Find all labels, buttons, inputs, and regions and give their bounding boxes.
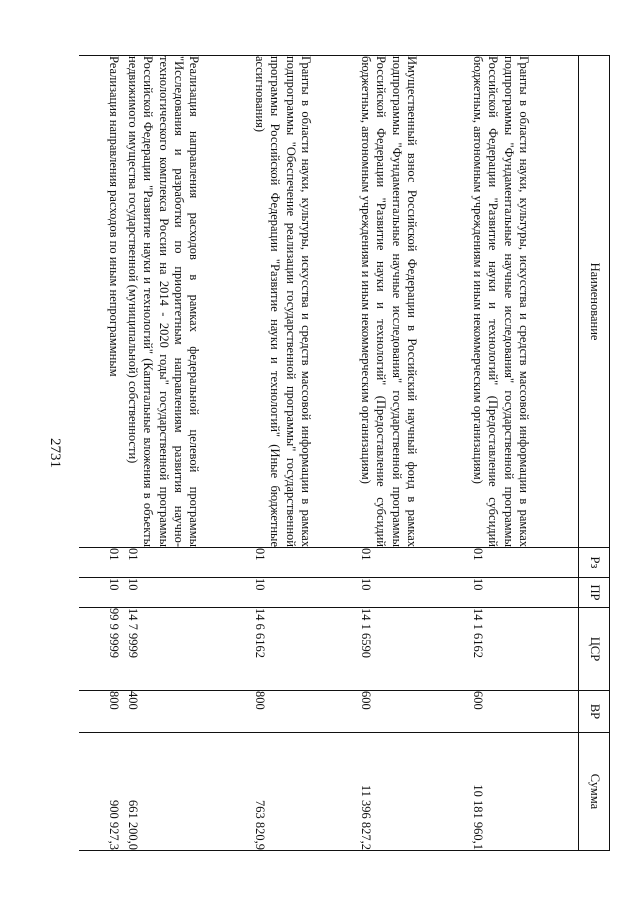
header-row [579,56,610,851]
row-name: Гранты в области науки, культуры, искусства и средств массовой информации в рамках подпрограммы "Фундаментальные научные исследования" государственной программы Российской Федерации "Развитие науки и технологий" (Предоставление субсидий бюджетным, автономным учреждениям и иным некоммерческим организациям) [470,56,579,548]
row-vr: 600 [358,691,470,733]
table-body [79,56,579,851]
row-csr: 14 1 6162 [470,608,579,691]
row-pr: 10 [79,578,125,608]
header-name: Наименование [579,56,610,548]
row-pr: 10 [470,578,579,608]
row-name: Гранты в области науки, культуры, искусства и средств массовой информации в рамках подпрограммы "Обеспечение реализации государственной программы" государственной программы Российской Федерации "Развитие науки и технологий" (Иные бюджетные ассигнования) [252,56,358,548]
row-csr: 99 9 9999 [79,608,125,691]
table-row [470,56,579,851]
row-sum: 11 396 827,2 [358,733,470,851]
header-sum: Сумма [579,733,610,851]
table-row [252,56,358,851]
header-vr: ВР [579,691,610,733]
header-pr: ПР [579,578,610,608]
header-rz: Рз [579,548,610,578]
row-name: Имущественный взнос Российской Федерации в Российский научный фонд в рамках подпрограммы "Фундаментальные научные исследования" государственной программы Российской Федерации "Развитие науки и технологий" (Предоставление субсидий бюджетным, автономным учреждениям и иным некоммерческим организациям) [358,56,470,548]
row-csr: 14 6 6162 [252,608,358,691]
row-rz: 01 [125,548,252,578]
row-rz: 01 [470,548,579,578]
row-vr: 400 [125,691,252,733]
row-vr: 800 [252,691,358,733]
budget-table [79,55,610,851]
header-csr: ЦСР [579,608,610,691]
page-number: 2731 [47,438,64,468]
row-csr: 14 7 9999 [125,608,252,691]
row-name: Реализация направления расходов по иным непрограммным [79,56,125,548]
table-header [579,56,610,851]
table-row [125,56,252,851]
budget-table-container [85,55,610,850]
row-pr: 10 [358,578,470,608]
row-pr: 10 [252,578,358,608]
row-csr: 14 1 6590 [358,608,470,691]
row-rz: 01 [252,548,358,578]
row-vr: 600 [470,691,579,733]
row-sum: 661 200,0 [125,733,252,851]
row-name: Реализация направления расходов в рамках федеральной целевой программы "Исследования и разработки по приоритетным направлениям развития научно-технологического комплекса России на 2014 - 2020 годы" государственной программы Российской Федерации "Развитие науки и технологий" (Капитальные вложения в объекты недвижимого имущества государственной (муниципальной) собственности) [125,56,252,548]
table-row [358,56,470,851]
row-rz: 01 [358,548,470,578]
row-vr: 800 [79,691,125,733]
row-sum: 763 820,9 [252,733,358,851]
row-pr: 10 [125,578,252,608]
table-row [79,56,125,851]
row-sum: 900 927,3 [79,733,125,851]
row-rz: 01 [79,548,125,578]
row-sum: 10 181 960,1 [470,733,579,851]
